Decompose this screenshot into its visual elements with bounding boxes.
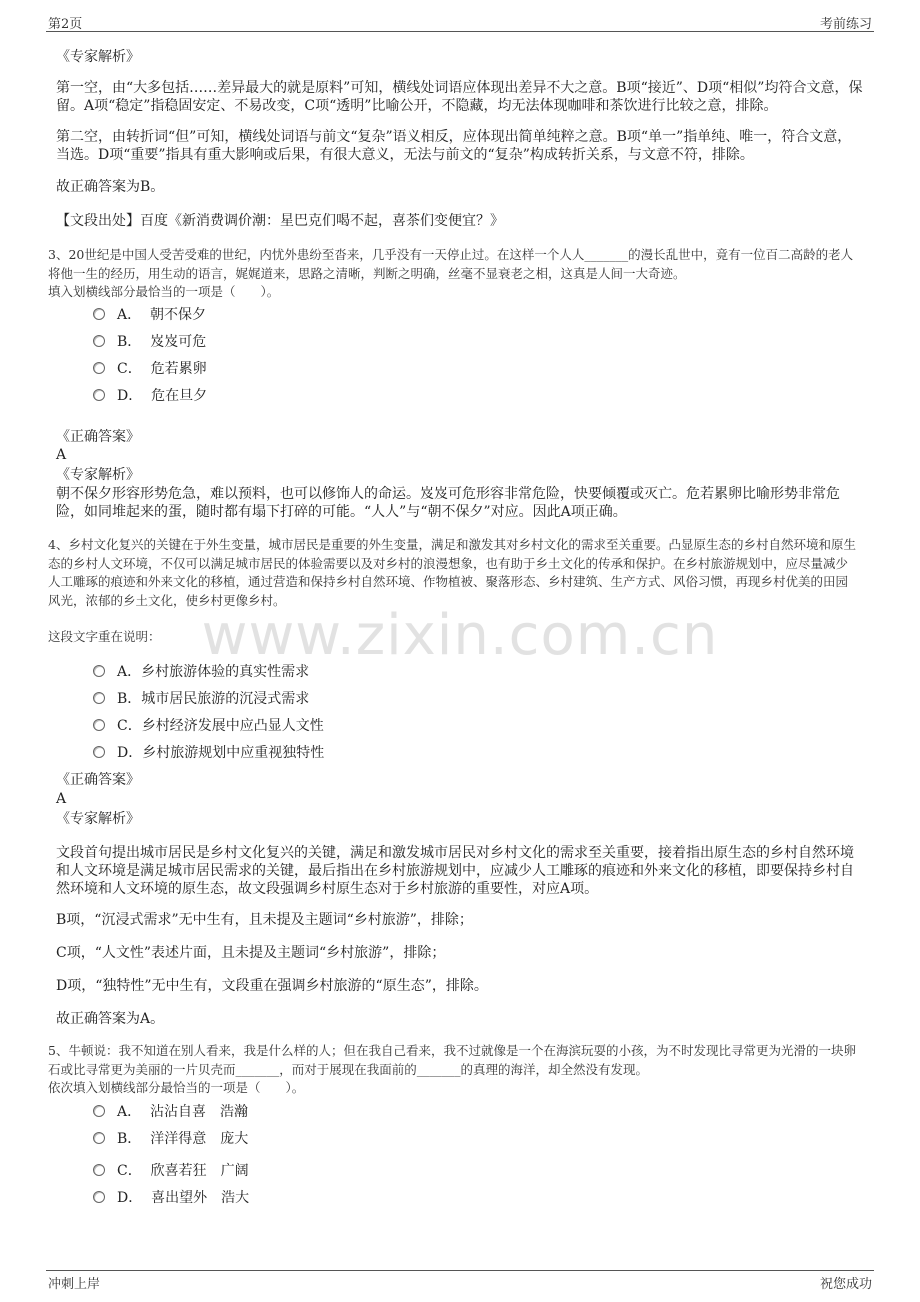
option-letter: A． (117, 307, 142, 323)
radio-icon[interactable] (93, 1105, 105, 1117)
q4-stem: 4、乡村文化复兴的关键在于外生变量，城市居民是重要的外生变量，满足和激发其对乡村文化的需求至关重要。凸显原生态的乡村自然环境和原生态的乡村人文环境，不仅可以满足城市居民的体验需要以及对乡村的浪漫想象，也有助于乡土文化的传承和保护。在乡村旅游规划中，应尽量减少人工雕琢的痕迹和外来文化的移植，通过营造和保持乡村自然环境、作物植被、聚落形态、乡村建筑、生产方式、风俗习惯，再现乡村优美的田园风光，浓郁的乡土文化，使乡村更像乡村。 (48, 537, 856, 608)
q2-conclusion: 故正确答案为B。 (56, 179, 165, 195)
option-text: 乡村经济发展中应凸显人文性 (141, 718, 324, 734)
q3-option-d[interactable] (93, 387, 207, 405)
radio-icon[interactable] (93, 746, 105, 758)
q5-option-c[interactable] (93, 1162, 249, 1180)
option-text: 岌岌可危 (150, 334, 207, 350)
option-text: 喜出望外 浩大 (151, 1190, 250, 1206)
option-text: 城市居民旅游的沉浸式需求 (141, 691, 310, 707)
footer-left-text: 冲刺上岸 (48, 1277, 101, 1292)
header-title: 考前练习 (819, 17, 872, 32)
radio-icon[interactable] (93, 308, 105, 320)
footer-divider (46, 1270, 874, 1271)
q4-option-d[interactable] (93, 744, 324, 762)
q2-source: 【文段出处】百度《新消费调价潮：星巴克们喝不起，喜茶们变便宜？》 (56, 213, 504, 229)
option-text: 洋洋得意 庞大 (150, 1131, 249, 1147)
q5-option-b[interactable] (93, 1130, 248, 1148)
q3-analysis-label: 《专家解析》 (56, 467, 140, 483)
q4-prompt: 这段文字重在说明： (48, 629, 161, 644)
option-letter: A． (117, 664, 142, 680)
radio-icon[interactable] (93, 389, 105, 401)
radio-icon[interactable] (93, 1164, 105, 1176)
radio-icon[interactable] (93, 1132, 105, 1144)
radio-icon[interactable] (93, 362, 105, 374)
footer-right-text: 祝您成功 (819, 1277, 872, 1292)
option-text: 乡村旅游规划中应重视独特性 (142, 745, 325, 761)
option-letter: D． (117, 1190, 143, 1206)
q2-analysis-label: 《专家解析》 (56, 49, 140, 65)
option-letter: B． (117, 334, 142, 350)
q3-analysis: 朝不保夕形容形势危急，难以预料，也可以修饰人的命运。岌岌可危形容非常危险，快要倾覆或灭亡。危若累卵比喻形势非常危险，如同堆起来的蛋，随时都有塌下打碎的可能。“人人”与“朝不保夕”对应。因此A项正确。 (56, 486, 840, 520)
option-letter: D． (117, 745, 143, 761)
option-text: 朝不保夕 (150, 307, 207, 323)
q5-prompt: 依次填入划横线部分最恰当的一项是（ ）。 (48, 1080, 305, 1095)
radio-icon[interactable] (93, 665, 105, 677)
option-letter: C． (117, 1163, 142, 1179)
q4-analysis-label: 《专家解析》 (56, 811, 140, 827)
option-letter: A． (117, 1104, 142, 1120)
q4-option-a[interactable] (93, 663, 309, 681)
q5-stem: 5、牛顿说：我不知道在别人看来，我是什么样的人；但在我自己看来，我不过就像是一个在海滨玩耍的小孩，为不时发现比寻常更为光滑的一块卵石或比寻常更为美丽的一片贝壳而_______，而对于展现在我面前的_______的真理的海洋，却全然没有发现。 (48, 1043, 856, 1077)
header-divider (46, 31, 874, 32)
q4-conclusion: 故正确答案为A。 (56, 1011, 165, 1027)
option-text: 乡村旅游体验的真实性需求 (141, 664, 310, 680)
q4-option-b[interactable] (93, 690, 309, 708)
radio-icon[interactable] (93, 719, 105, 731)
q4-answer-label: 《正确答案》 (56, 772, 140, 788)
q2-analysis-para2: 第二空，由转折词“但”可知，横线处词语与前文“复杂”语义相反，应体现出简单纯粹之意。B项“单一”指单纯、唯一，符合文意，当选。D项“重要”指具有重大影响或后果，有很大意义，无法与前文的“复杂”构成转折关系，与文意不符，排除。 (56, 129, 852, 163)
q5-option-d[interactable] (93, 1189, 249, 1207)
page-number: 第2页 (48, 17, 83, 32)
q3-answer: A (56, 447, 67, 463)
option-letter: C． (117, 361, 142, 377)
q4-analysis-c: C项，“人文性”表述片面，且未提及主题词“乡村旅游”，排除； (56, 945, 446, 961)
option-letter: B． (117, 691, 142, 707)
watermark: www.zixin.com.cn (201, 603, 719, 668)
option-text: 危在旦夕 (151, 388, 208, 404)
q3-stem: 3、20世纪是中国人受苦受难的世纪，内忧外患纷至沓来，几乎没有一天停止过。在这样一个人人_______的漫长乱世中，竟有一位百二高龄的老人将他一生的经历，用生动的语言，娓娓道来，思路之清晰，判断之明确，丝毫不显衰老之相，这真是人间一大奇迹。 (48, 247, 854, 281)
option-letter: B． (117, 1131, 142, 1147)
q4-analysis-d: D项，“独特性”无中生有，文段重在强调乡村旅游的“原生态”，排除。 (56, 978, 488, 994)
option-text: 危若累卵 (150, 361, 207, 377)
radio-icon[interactable] (93, 692, 105, 704)
q3-option-b[interactable] (93, 333, 206, 351)
q3-prompt: 填入划横线部分最恰当的一项是（ ）。 (48, 284, 280, 299)
radio-icon[interactable] (93, 335, 105, 347)
q4-option-c[interactable] (93, 717, 324, 735)
radio-icon[interactable] (93, 1191, 105, 1203)
q4-analysis-para1: 文段首句提出城市居民是乡村文化复兴的关键，满足和激发城市居民对乡村文化的需求至关重要，接着指出原生态的乡村自然环境和人文环境是满足城市居民需求的关键，最后指出在乡村旅游规划中，应减少人工雕琢的痕迹和外来文化的移植，即要保持乡村自然环境和人文环境的原生态，故文段强调乡村原生态对于乡村旅游的重要性，对应A项。 (56, 845, 854, 897)
q4-answer: A (56, 791, 67, 807)
q5-option-a[interactable] (93, 1103, 248, 1121)
option-text: 欣喜若狂 广阔 (150, 1163, 249, 1179)
q4-analysis-b: B项，“沉浸式需求”无中生有，且未提及主题词“乡村旅游”，排除； (56, 912, 473, 928)
q3-answer-label: 《正确答案》 (56, 429, 140, 445)
q2-analysis-para1: 第一空，由“大多包括……差异最大的就是原料”可知，横线处词语应体现出差异不大之意。B项“接近”、D项“相似”均符合文意，保留。A项“稳定”指稳固安定、不易改变，C项“透明”比喻公开，不隐藏，均无法体现咖啡和茶饮进行比较之意，排除。 (56, 80, 863, 114)
option-text: 沾沾自喜 浩瀚 (150, 1104, 249, 1120)
option-letter: D． (117, 388, 143, 404)
q3-option-a[interactable] (93, 306, 206, 324)
option-letter: C． (117, 718, 142, 734)
q3-option-c[interactable] (93, 360, 207, 378)
